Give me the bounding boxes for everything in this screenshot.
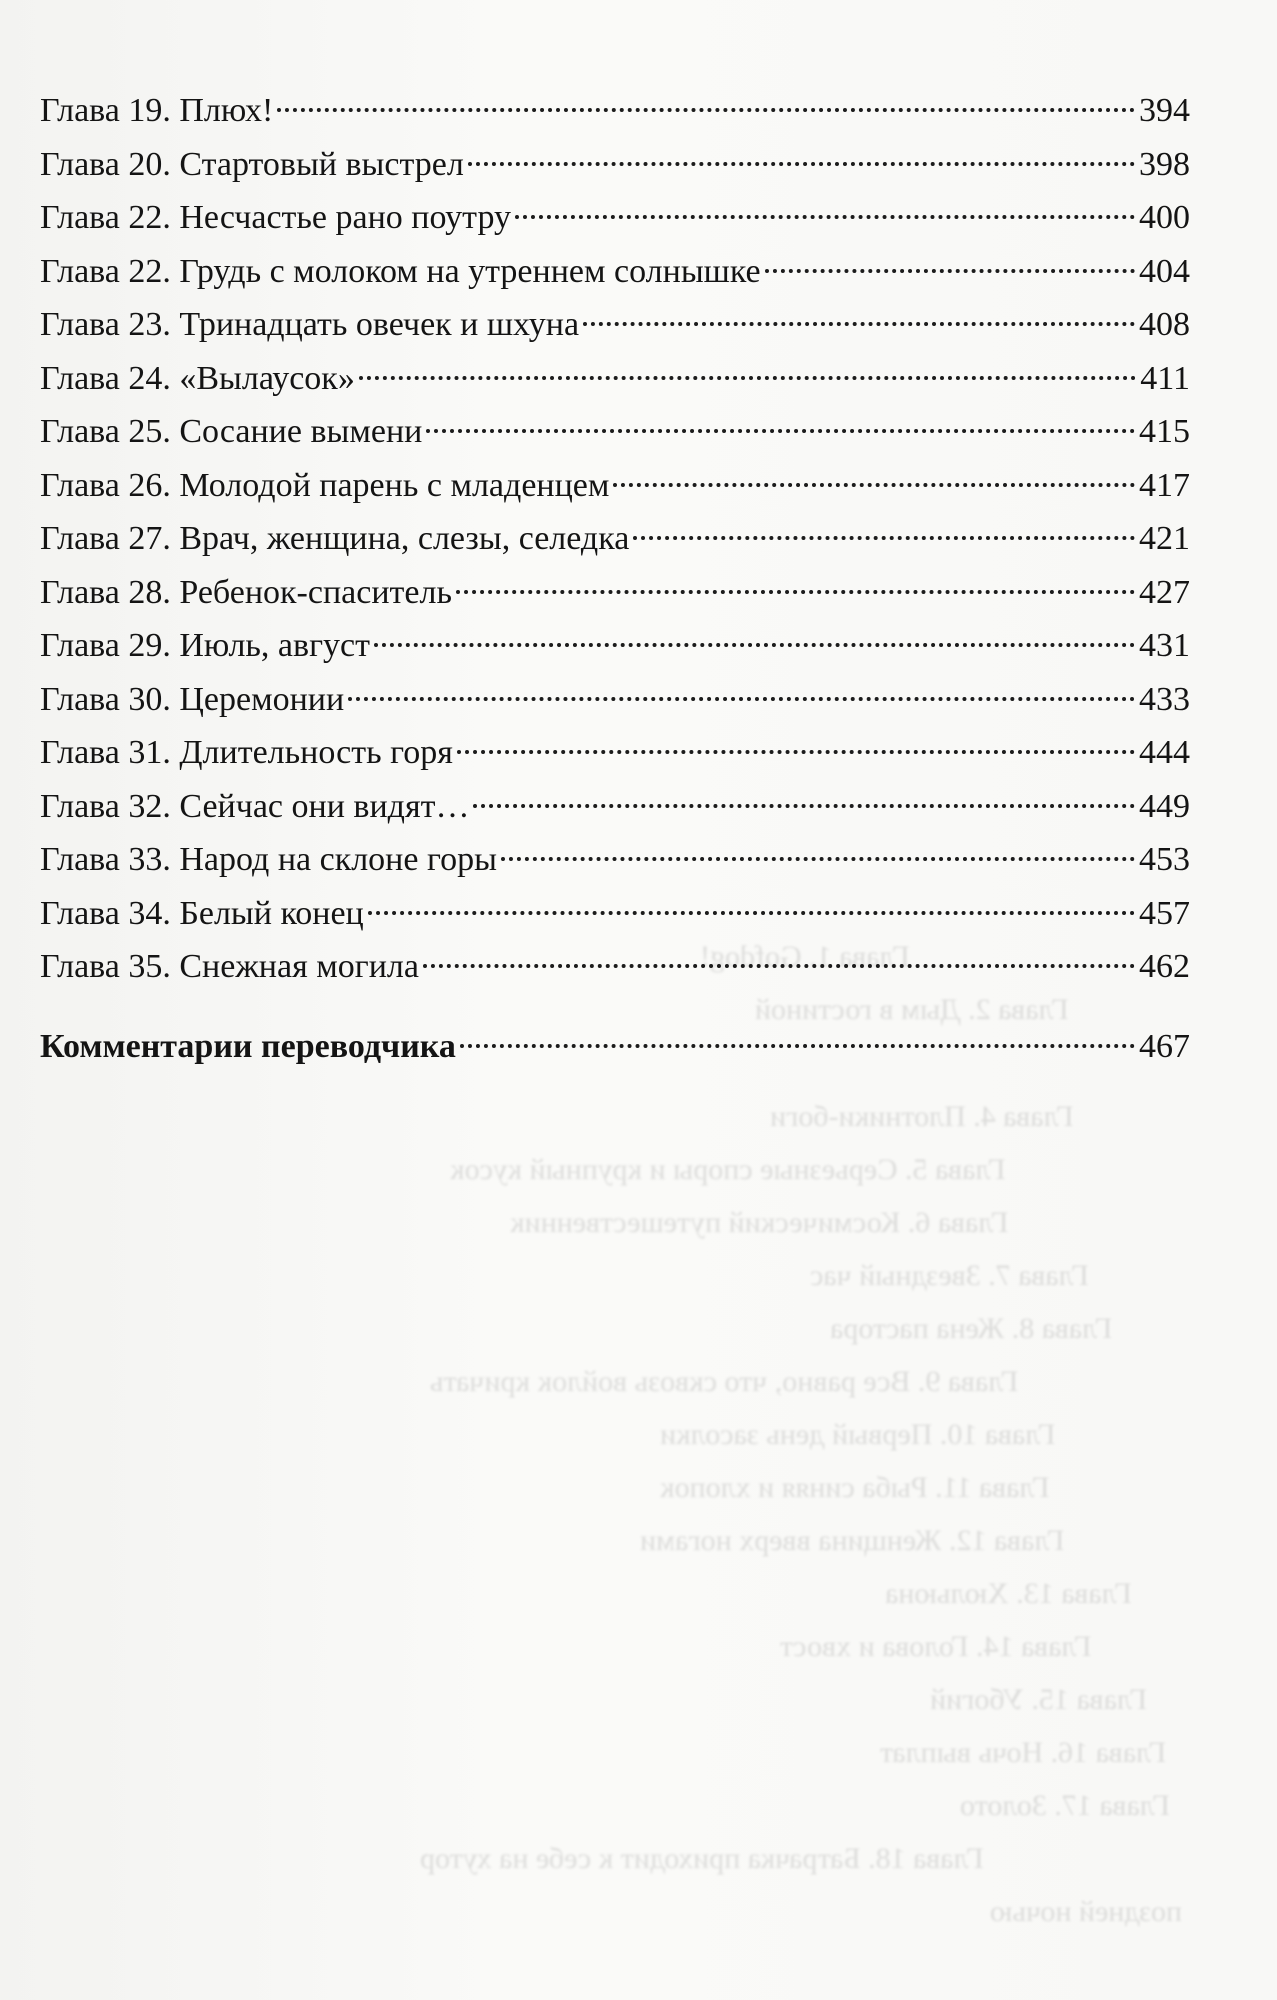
leader-dots [633, 536, 1135, 540]
leader-dots [348, 697, 1135, 701]
toc-entry-page: 462 [1139, 948, 1190, 985]
leader-dots [460, 1044, 1135, 1048]
toc-entry-page: 457 [1139, 894, 1190, 932]
toc-entry-title: Глава 28. Ребенок-спаситель [40, 573, 452, 611]
toc-entry[interactable] [40, 833, 1190, 887]
toc-entry[interactable] [40, 940, 1190, 994]
toc-entry-page: 415 [1139, 413, 1190, 450]
toc-entry[interactable] [40, 352, 1190, 406]
toc-entry-title: Глава 32. Сейчас они видят… [40, 787, 470, 825]
toc-entry[interactable] [40, 887, 1190, 941]
toc-entry[interactable] [40, 459, 1190, 513]
leader-dots [515, 215, 1135, 219]
toc-entry[interactable] [40, 726, 1190, 780]
leader-dots [473, 804, 1135, 808]
toc-entry-page: 444 [1139, 734, 1190, 771]
leader-dots [468, 162, 1135, 166]
toc-entry-title: Глава 35. Снежная могила [40, 948, 419, 985]
leader-dots [613, 483, 1135, 487]
toc-entry-title: Глава 22. Грудь с молоком на утреннем солнышке [40, 252, 761, 290]
leader-dots [359, 376, 1136, 380]
toc-entry-page: 411 [1140, 359, 1190, 397]
toc-entry-page: 394 [1139, 92, 1190, 129]
toc-entry-page: 453 [1139, 841, 1190, 878]
toc-entry-page: 398 [1139, 145, 1190, 183]
leader-dots [457, 750, 1135, 754]
toc-entry[interactable] [40, 84, 1190, 138]
toc-entry[interactable] [40, 405, 1190, 459]
toc-entry-title: Глава 31. Длительность горя [40, 734, 453, 771]
table-of-contents [40, 84, 1190, 1073]
ghost-line: Глава 1. Gofdog! [700, 940, 910, 973]
toc-entry-title: Глава 33. Народ на склоне горы [40, 841, 497, 878]
toc-entry-title: Глава 27. Врач, женщина, слезы, селедка [40, 520, 630, 557]
toc-entry[interactable] [40, 673, 1190, 727]
ghost-line: Глава 9. Все равно, что сквозь войлок кричать [430, 1365, 1019, 1398]
toc-entry-page: 404 [1139, 252, 1190, 290]
toc-entry-commentary[interactable] [40, 1020, 1190, 1074]
toc-entry[interactable] [40, 298, 1190, 352]
toc-entry[interactable] [40, 512, 1190, 566]
ghost-line: Глава 13. Хюльюна [885, 1577, 1132, 1610]
ghost-line: Глава 16. Ночь выплат [880, 1736, 1167, 1769]
toc-entry[interactable] [40, 566, 1190, 620]
toc-entry[interactable] [40, 619, 1190, 673]
leader-dots [423, 964, 1135, 968]
toc-entry-page: 400 [1139, 199, 1190, 236]
leader-dots [368, 911, 1135, 915]
toc-entry-title: Глава 29. Июль, август [40, 627, 370, 664]
toc-entry-title: Глава 23. Тринадцать овечек и шхуна [40, 306, 580, 343]
ghost-line: Глава 2. Дым в гостиной [755, 993, 1069, 1026]
toc-entry-page: 408 [1139, 306, 1190, 343]
toc-entry[interactable] [40, 138, 1190, 192]
ghost-line: Глава 15. Убогий [930, 1683, 1147, 1716]
toc-entry-page: 467 [1139, 1027, 1190, 1065]
toc-entry-page: 417 [1139, 466, 1190, 504]
toc-entry[interactable] [40, 191, 1190, 245]
toc-entry-title: Глава 34. Белый конец [40, 894, 364, 932]
ghost-line: поздней ночью [990, 1895, 1183, 1928]
toc-entry-title: Глава 25. Сосание вымени [40, 413, 423, 450]
leader-dots [765, 269, 1135, 273]
toc-entry[interactable] [40, 245, 1190, 299]
ghost-line: Глава 7. Звездный час [810, 1259, 1089, 1292]
toc-entry[interactable] [40, 780, 1190, 834]
leader-dots [374, 643, 1135, 647]
toc-entry-title: Глава 22. Несчастье рано поутру [40, 199, 512, 236]
ghost-line: Глава 4. Плотники-боги [770, 1100, 1074, 1133]
ghost-line: Глава 6. Космический путешественник [510, 1206, 1009, 1239]
toc-entry-title: Глава 26. Молодой парень с младенцем [40, 466, 610, 504]
ghost-line: Глава 12. Женщина вверх ногами [640, 1524, 1065, 1557]
leader-dots [277, 108, 1135, 112]
toc-entry-title: Глава 24. «Вылаусок» [40, 359, 355, 397]
toc-entry-page: 431 [1139, 627, 1190, 664]
toc-entry-page: 427 [1139, 573, 1190, 611]
leader-dots [456, 590, 1135, 594]
ghost-line: Глава 11. Рыба синяя и хлопок [660, 1471, 1050, 1504]
toc-entry-title: Глава 20. Стартовый выстрел [40, 145, 464, 183]
leader-dots [583, 322, 1135, 326]
toc-entry-title: Глава 30. Церемонии [40, 680, 345, 718]
ghost-line: Глава 8. Жена пастора [830, 1312, 1113, 1345]
ghost-line: Глава 5. Серьезные споры и крупный кусок [450, 1153, 1006, 1186]
ghost-line: Глава 17. Золото [960, 1789, 1170, 1822]
ghost-line: Глава 14. Голова и хвост [780, 1630, 1092, 1663]
ghost-line: Глава 18. Батрачка приходит к себе на хутор [420, 1842, 984, 1875]
ghost-line: Глава 10. Первый день засолки [660, 1418, 1056, 1451]
toc-entry-title: Глава 19. Плюх! [40, 92, 274, 129]
toc-entry-page: 433 [1139, 680, 1190, 718]
leader-dots [426, 429, 1135, 433]
leader-dots [501, 857, 1135, 861]
toc-entry-page: 421 [1139, 520, 1190, 557]
toc-entry-page: 449 [1139, 787, 1190, 825]
toc-entry-title: Комментарии переводчика [40, 1027, 456, 1065]
